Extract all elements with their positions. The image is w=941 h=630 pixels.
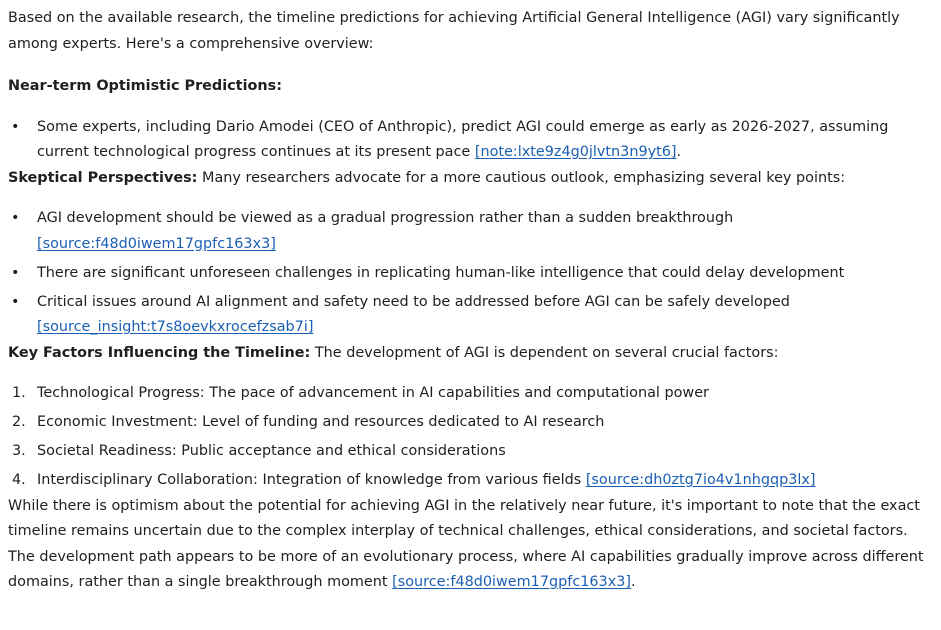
skeptical-heading: Skeptical Perspectives: — [8, 169, 198, 186]
list-number: 1. — [12, 385, 26, 401]
citation-link-note[interactable]: [note:lxte9z4g0jlvtn3n9yt6] — [474, 144, 677, 160]
list-item-text: AGI development should be viewed as a gradual progression rather than a sudden breakthrough — [37, 210, 734, 226]
list-item-suffix: . — [676, 144, 682, 160]
citation-link-source[interactable]: [source:f48d0iwem17gpfc163x3] — [37, 235, 276, 252]
list-item — [8, 468, 933, 494]
list-item — [8, 410, 933, 436]
list-item-text: There are significant unforeseen challenges in replicating human-like intelligence that could delay development — [37, 264, 845, 281]
list-number: 4. — [12, 472, 26, 488]
skeptical-list — [8, 206, 933, 341]
key-factors-text: The development of AGI is dependent on several crucial factors: — [310, 344, 779, 361]
list-item-text: Technological Progress: The pace of advancement in AI capabilities and computational power — [37, 385, 709, 401]
list-item-text: Some experts, including Dario Amodei (CEO of Anthropic), predict AGI could emerge as early as 2026-2027, assuming current technological progress continues at its present pace — [37, 118, 889, 160]
near-term-list — [8, 115, 933, 166]
list-item-text: Interdisciplinary Collaboration: Integration of knowledge from various fields — [37, 472, 586, 488]
list-number: 2. — [12, 414, 26, 430]
list-item — [8, 115, 933, 166]
skeptical-text: Many researchers advocate for a more cautious outlook, emphasizing several key points: — [197, 169, 846, 186]
citation-link-source[interactable]: [source:dh0ztg7io4v1nhgqp3lx] — [585, 472, 816, 488]
list-item — [8, 261, 933, 287]
conclusion-paragraph — [8, 494, 933, 596]
key-factors-heading: Key Factors Influencing the Timeline: — [8, 344, 311, 361]
bullet-marker: • — [11, 293, 20, 310]
key-factors-paragraph — [8, 341, 933, 367]
citation-link-source-insight[interactable]: [source_insight:t7s8oevkxrocefzsab7i] — [37, 319, 314, 335]
list-item — [8, 381, 933, 407]
list-item — [8, 439, 933, 465]
list-item-text: Critical issues around AI alignment and safety need to be addressed before AGI can be safely developed — [37, 293, 790, 310]
list-item-text: Societal Readiness: Public acceptance and ethical considerations — [37, 443, 506, 459]
citation-link-source[interactable]: [source:f48d0iwem17gpfc163x3] — [392, 574, 631, 590]
conclusion-suffix: . — [631, 574, 636, 590]
intro-paragraph: Based on the available research, the timeline predictions for achieving Artificial General Intelligence (AGI) vary significantly among experts. Here's a comprehensive overview: — [8, 10, 900, 52]
near-term-heading-text: Near-term Optimistic Predictions: — [8, 78, 282, 94]
list-item-text: Economic Investment: Level of funding and resources dedicated to AI research — [37, 414, 605, 430]
skeptical-paragraph — [8, 166, 933, 192]
conclusion-text: While there is optimism about the potential for achieving AGI in the relatively near future, it's important to note that the exact timeline remains uncertain due to the complex interplay of technical challenges, ethical considerations, and societal factors. The development path appears to be more of an evolutionary process, where AI capabilities gradually improve across different domains, rather than a single breakthrough moment — [8, 497, 924, 590]
list-number: 3. — [12, 443, 26, 459]
bullet-marker: • — [11, 118, 20, 135]
bullet-marker: • — [11, 264, 20, 281]
list-item — [8, 206, 933, 257]
bullet-marker: • — [11, 210, 20, 226]
list-item — [8, 290, 933, 341]
near-term-heading — [8, 74, 933, 100]
key-factors-list — [8, 381, 933, 494]
